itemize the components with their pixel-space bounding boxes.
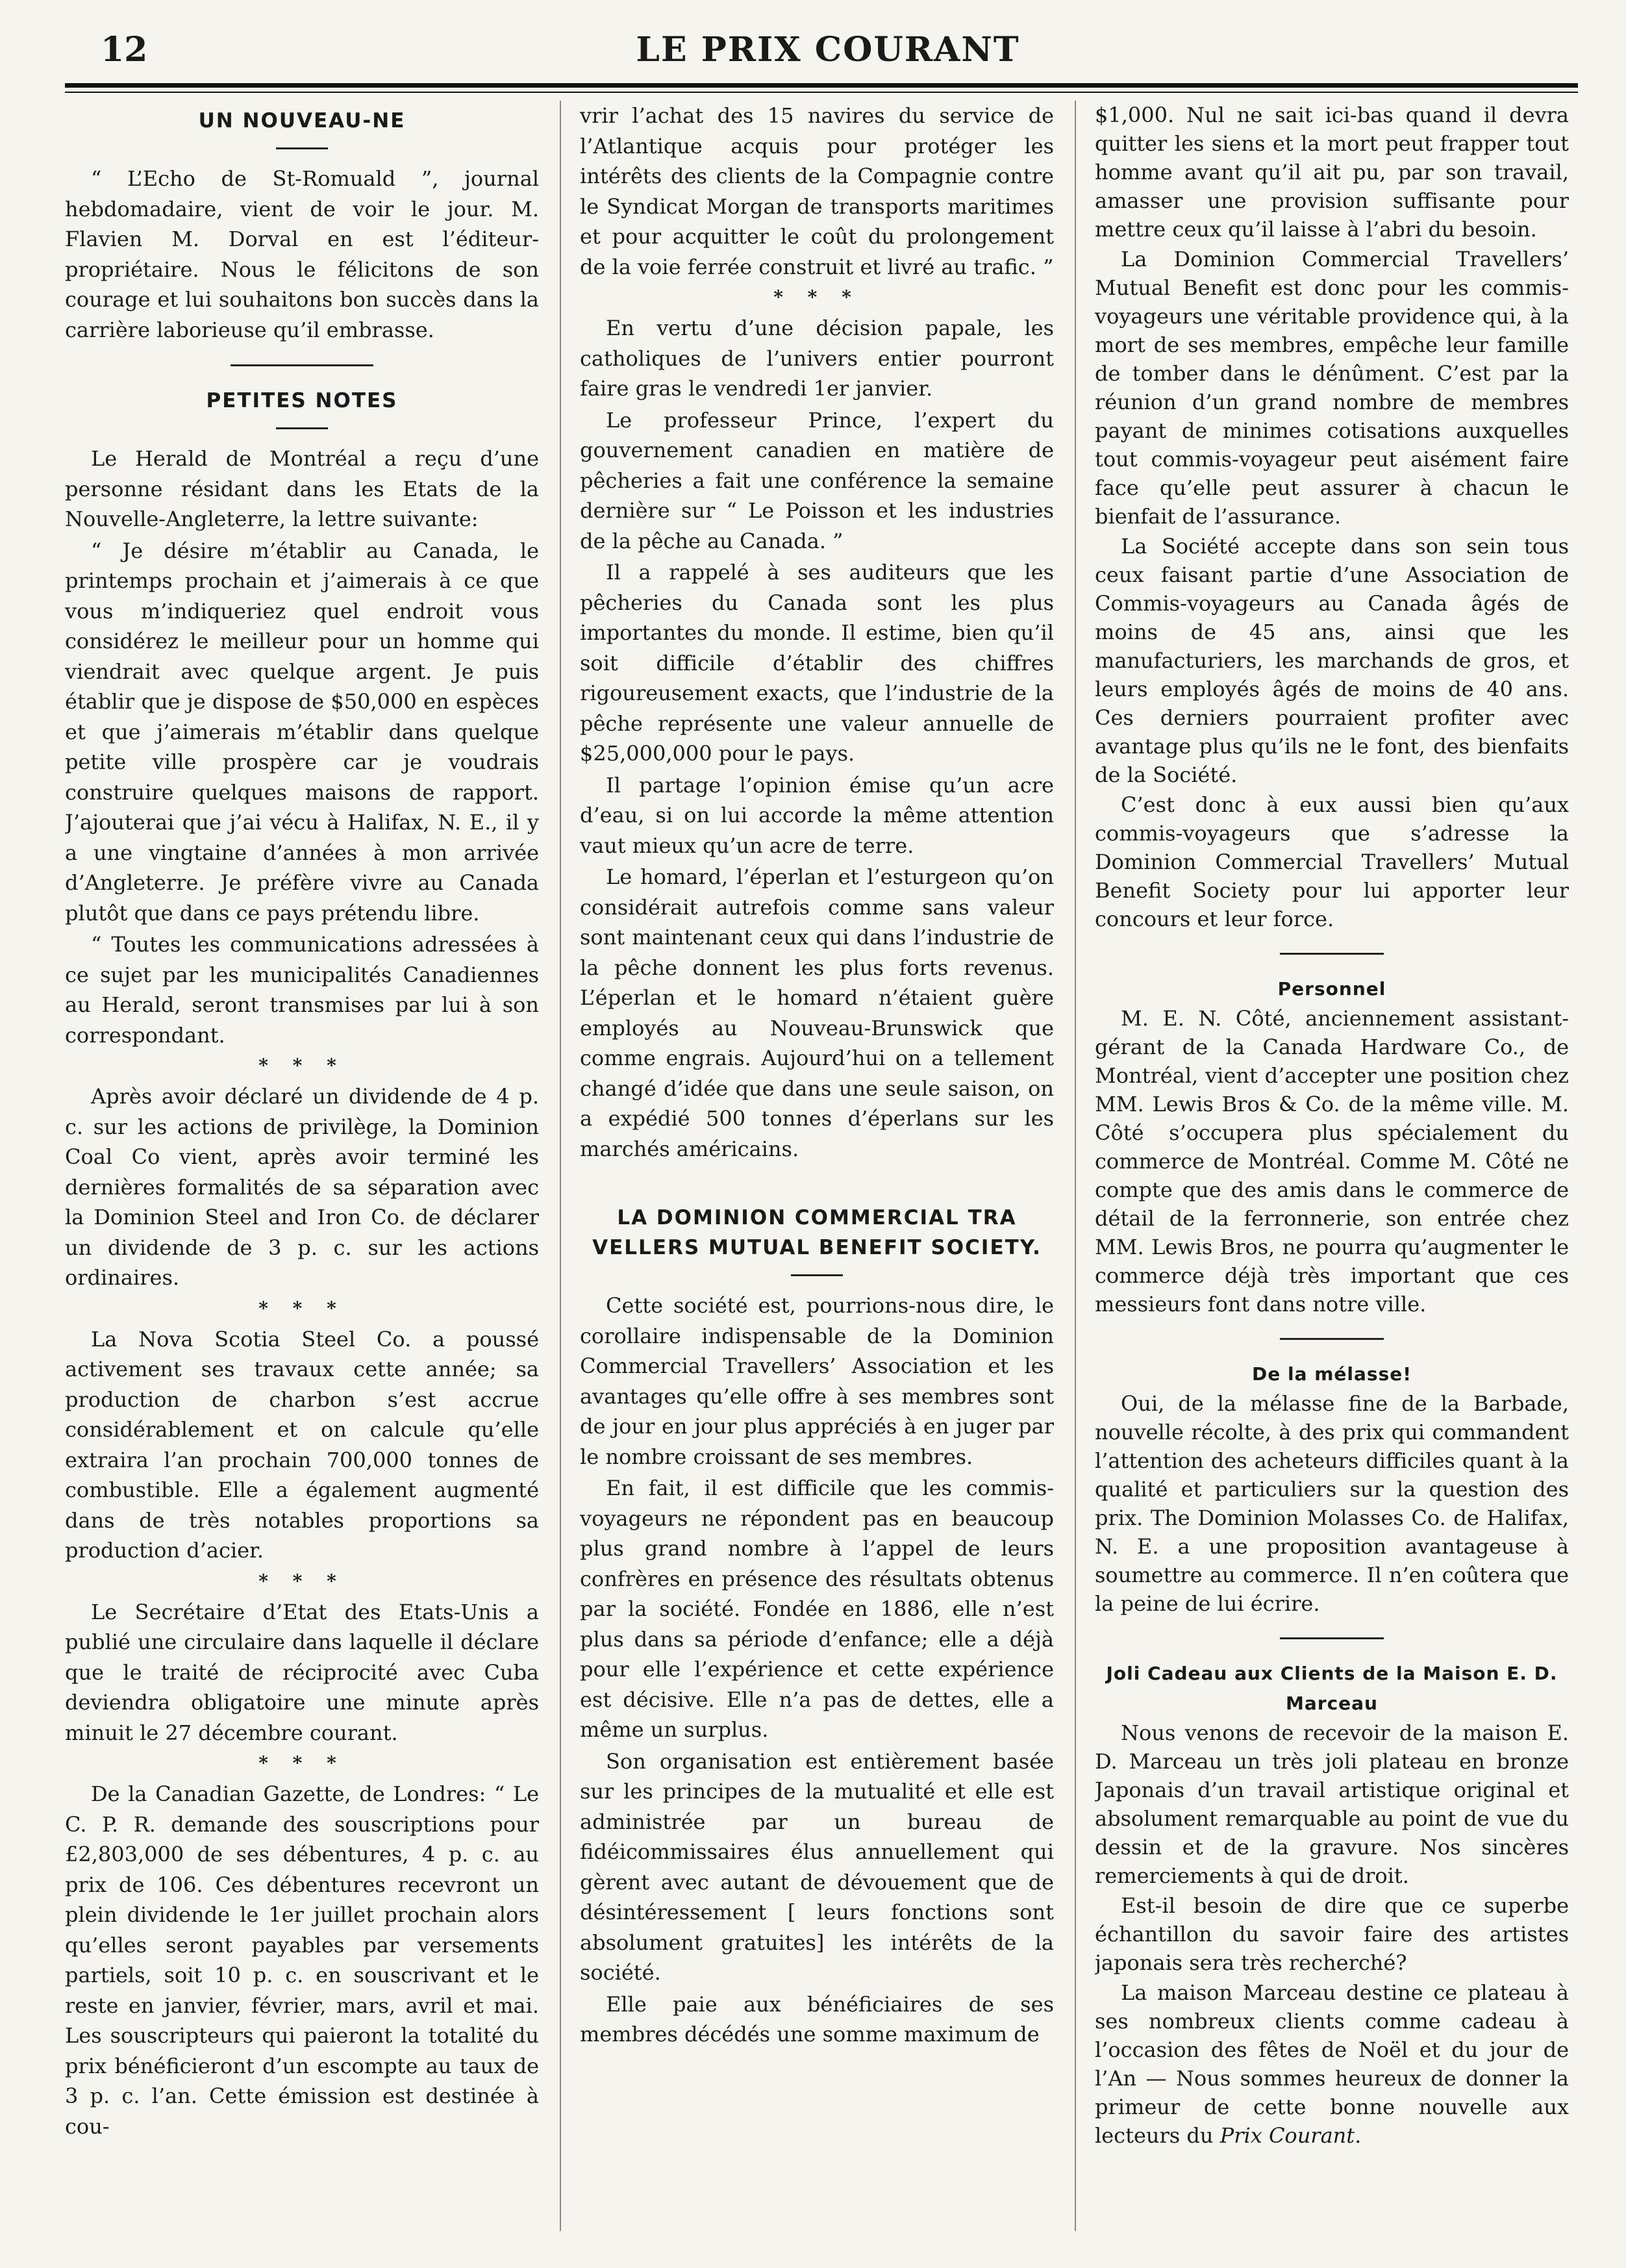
paragraph: Après avoir déclaré un dividende de 4 p. c. sur les actions de privilège, la Dominion Coal Co vient, après avoir terminé les dernières formalités de sa séparation avec la Dominion Steel and Iron Co. de déclarer un dividende de 3 p. c. sur les actions ordinaires. <box>65 1084 539 1290</box>
stars-separator: * * * <box>258 1297 345 1319</box>
section-rule <box>231 364 373 366</box>
text-run: La maison Marceau destine ce plateau à ses nombreux clients comme cadeau à l’occasion des fêtes de Noël et du jour de l’An — Nous sommes heureux de donner la primeur de cette bonne nouvelle aux lecteurs du <box>1095 1980 1569 2148</box>
paragraph: $1,000. Nul ne sait ici-bas quand il devra quitter les siens et la mort peut frapper tout homme avant qu’il ait pu, par son travail, amasser une provision suffisante pour mettre ceux qu’il laisse à l’abri du besoin. <box>1095 103 1569 242</box>
short-rule <box>276 147 328 149</box>
newspaper-title: LE PRIX COURANT <box>636 30 1020 69</box>
paragraph: Le professeur Prince, l’expert du gouvernement canadien en matière de pêcheries a fait une conférence la semaine dernière sur “ Le Poisson et les industries de la pêche au Canada. ” <box>580 407 1054 553</box>
paragraph: Nous venons de recevoir de la maison E. D. Marceau un très joli plateau en bronze Japonais d’un travail artistique original et absolument remarquable au point de vue du dessin et de la gravure. Nos sincères remerciements à qui de droit. <box>1095 1720 1569 1888</box>
heading-joli-cadeau: Joli Cadeau aux Clients de la Maison E. D. Marceau <box>1106 1663 1558 1714</box>
paragraph: “ L’Echo de St-Romuald ”, journal hebdomadaire, vient de voir le jour. M. Flavien M. Dorval en est l’éditeur-propriétaire. Nous le félicitons de son courage et lui souhaitons bon succès dans la carrière laborieuse qu’il embrasse. <box>65 166 539 342</box>
column-separator <box>1075 101 1076 2231</box>
paragraph: Cette société est, pourrions-nous dire, le corollaire indispensable de la Dominion Commercial Travellers’ Association et les avantages qu’elle offre à ses membres sont de jour en jour plus appréciés à en juger par le nombre croissant de ses membres. <box>580 1293 1054 1469</box>
paragraph: En vertu d’une décision papale, les catholiques de l’univers entier pourront faire gras le vendredi 1er janvier. <box>580 316 1054 401</box>
column-separator <box>560 101 561 2231</box>
stars-separator: * * * <box>773 286 860 308</box>
heading-nouveau-ne: UN NOUVEAU-NE <box>198 109 406 132</box>
page-header <box>65 26 1591 78</box>
column-2 <box>580 101 1054 2244</box>
paragraph: La Nova Scotia Steel Co. a poussé activement ses travaux cette année; sa production de charbon s’est accrue considérablement et on calcule qu’elle extraira l’an prochain 700,000 tonnes de combustible. Elle a également augmenté dans de très notables proportions sa production d’acier. <box>65 1326 539 1563</box>
section-rule <box>1280 953 1384 955</box>
paragraph: Est-il besoin de dire que ce superbe échantillon du savoir faire des artistes japonais sera très recherché? <box>1095 1893 1569 1975</box>
stars-separator: * * * <box>258 1752 345 1774</box>
paragraph: Son organisation est entièrement basée sur les principes de la mutualité et elle est administrée par un bureau de fidéicommissaires élus annuellement qui gèrent avec autant de dévouement que de désintéressement [ leurs fonctions sont absolument gratuites] les intérêts de la société. <box>580 1748 1054 1985</box>
short-rule <box>791 1274 843 1276</box>
paragraph: Il partage l’opinion émise qu’un acre d’eau, si on lui accorde la même attention vaut mieux qu’un acre de terre. <box>580 772 1054 858</box>
paragraph: De la Canadian Gazette, de Londres: “ Le C. P. R. demande des souscriptions pour £2,803,000 de ses débentures, 4 p. c. au prix de 106. Ces débentures recevront un plein dividende le 1er juillet prochain alors qu’elles seront payables par versements partiels, soit 10 p. c. en souscrivant et le reste en janvier, février, mars, avril et mai. Les souscripteurs qui paieront la totalité du prix bénéficieront d’un escompte au taux de 3 p. c. l’an. Cette émission est destinée à cou- <box>65 1782 539 2139</box>
spacer <box>580 1165 1054 1198</box>
paragraph: “ Je désire m’établir au Canada, le printemps prochain et j’aimerais à ce que vous m’indiqueriez quel endroit vous considérez le meilleur pour un homme qui viendrait avec quelque argent. Je puis établir que je dispose de $50,000 en espèces et que j’aimerais m’établir dans quelque petite ville prospère car je voudrais construire quelques maisons de rapport. J’ajouterai que j’ai vécu à Halifax, N. E., il y a une vingtaine d’années à mon arrivée d’Angleterre. Je préfère vivre au Canada plutôt que dans ce pays prétendu libre. <box>65 538 539 926</box>
column-1 <box>65 101 539 2244</box>
stars-separator: * * * <box>258 1055 345 1076</box>
paragraph: Il a rappelé à ses auditeurs que les pêcheries du Canada sont les plus importantes du monde. Il estime, bien qu’il soit difficile d’établir des chiffres rigoureusement exacts, que l’industrie de la pêche représente une valeur annuelle de $25,000,000 pour le pays. <box>580 560 1054 766</box>
section-rule <box>1280 1637 1384 1639</box>
italic-title: Prix Courant <box>1220 2123 1355 2148</box>
heading-petites-notes: PETITES NOTES <box>206 389 398 412</box>
paragraph: vrir l’achat des 15 navires du service de l’Atlantique acquis pour protéger les intérêts des clients de la Compagnie contre le Syndicat Morgan de transports maritimes et pour acquitter le coût du prolongement de la voie ferrée construit et livré au trafic. ” <box>580 103 1054 279</box>
paragraph: Le Secrétaire d’Etat des Etats-Unis a publié une circulaire dans laquelle il déclare que le traité de réciprocité avec Cuba deviendra obligatoire une minute après minuit le 27 décembre courant. <box>65 1599 539 1745</box>
column-3 <box>1095 101 1569 2244</box>
page-number: 12 <box>101 30 148 69</box>
paragraph: C’est donc à eux aussi bien qu’aux commis-voyageurs que s’adresse la Dominion Commercial Travellers’ Mutual Benefit Society pour lui apporter leur concours et leur force. <box>1095 792 1569 931</box>
heading-melasse: De la mélasse! <box>1252 1363 1412 1385</box>
paragraph: “ Toutes les communications adressées à ce sujet par les municipalités Canadiennes au Herald, seront transmises par lui à son correspondant. <box>65 932 539 1048</box>
header-rule-thin <box>65 92 1578 93</box>
paragraph: La Dominion Commercial Travellers’ Mutual Benefit est donc pour les commis-voyageurs une véritable providence qui, à la mort de ses membres, empêche leur famille de tomber dans le dénûment. C’est par la réunion d’un grand nombre de membres payant de minimes cotisations auxquelles tout commis-voyageur peut aisément faire face qu’elle peut assurer à chacun le bienfait de l’assurance. <box>1095 247 1569 529</box>
paragraph <box>1095 1978 1569 2150</box>
stars-separator: * * * <box>258 1570 345 1592</box>
paragraph: La Société accepte dans son sein tous ceux faisant partie d’une Association de Commis-voyageurs au Canada âgés de moins de 45 ans, ainsi que les manufacturiers, les marchands de gros, et leurs employés âgés de moins de 40 ans. Ces derniers pourraient profiter avec avantage plus qu’ils ne le font, des bienfaits de la Société. <box>1095 534 1569 787</box>
header-rule-thick <box>65 83 1578 88</box>
paragraph: Le Herald de Montréal a reçu d’une personne résidant dans les Etats de la Nouvelle-Angleterre, la lettre suivante: <box>65 446 539 531</box>
paragraph: M. E. N. Côté, anciennement assistant-gérant de la Canada Hardware Co., de Montréal, vient d’accepter une position chez MM. Lewis Bros & Co. de la même ville. M. Côté s’occupera plus spécialement du commerce de Montréal. Comme M. Côté ne compte que des amis dans le commerce de détail de la ferronnerie, son entrée chez MM. Lewis Bros, ne pourra qu’augmenter le commerce déjà très important que ces messieurs font dans notre ville. <box>1095 1006 1569 1317</box>
section-rule <box>1280 1338 1384 1340</box>
paragraph: Le homard, l’éperlan et l’esturgeon qu’on considérait autrefois comme sans valeur sont maintenant ceux qui dans l’industrie de la pêche donnent les plus forts revenus. L’éperlan et le homard n’étaient guère employés au Nouveau-Brunswick que comme engrais. Aujourd’hui on a tellement changé d’idée que dans une seule saison, on a expédié 500 tonnes d’éperlans sur les marchés américains. <box>580 864 1054 1161</box>
paragraph: En fait, il est difficile que les commis-voyageurs ne répondent pas en beaucoup plus grand nombre à l’appel de leurs confrères en présence des résultats obtenus par la société. Fondée en 1886, elle n’est plus dans sa période d’enfance; elle a déjà pour elle l’expérience et cette expérience est décisive. Elle n’a pas de dettes, elle a même un surplus. <box>580 1476 1054 1742</box>
paragraph: Oui, de la mélasse fine de la Barbade, nouvelle récolte, à des prix qui commandent l’attention des acheteurs difficiles quant à la qualité et particuliers sur la question des prix. The Dominion Molasses Co. de Halifax, N. E. a une proposition avantageuse à soumettre au commerce. Il n’en coûtera que la peine de lui écrire. <box>1095 1391 1569 1616</box>
heading-personnel: Personnel <box>1277 978 1386 1000</box>
heading-dominion-society: LA DOMINION COMMERCIAL TRA VELLERS MUTUAL BENEFIT SOCIETY. <box>592 1206 1042 1259</box>
text-run: . <box>1355 2123 1362 2148</box>
paragraph: Elle paie aux bénéficiaires de ses membres décédés une somme maximum de <box>580 1991 1054 2047</box>
short-rule <box>276 427 328 429</box>
